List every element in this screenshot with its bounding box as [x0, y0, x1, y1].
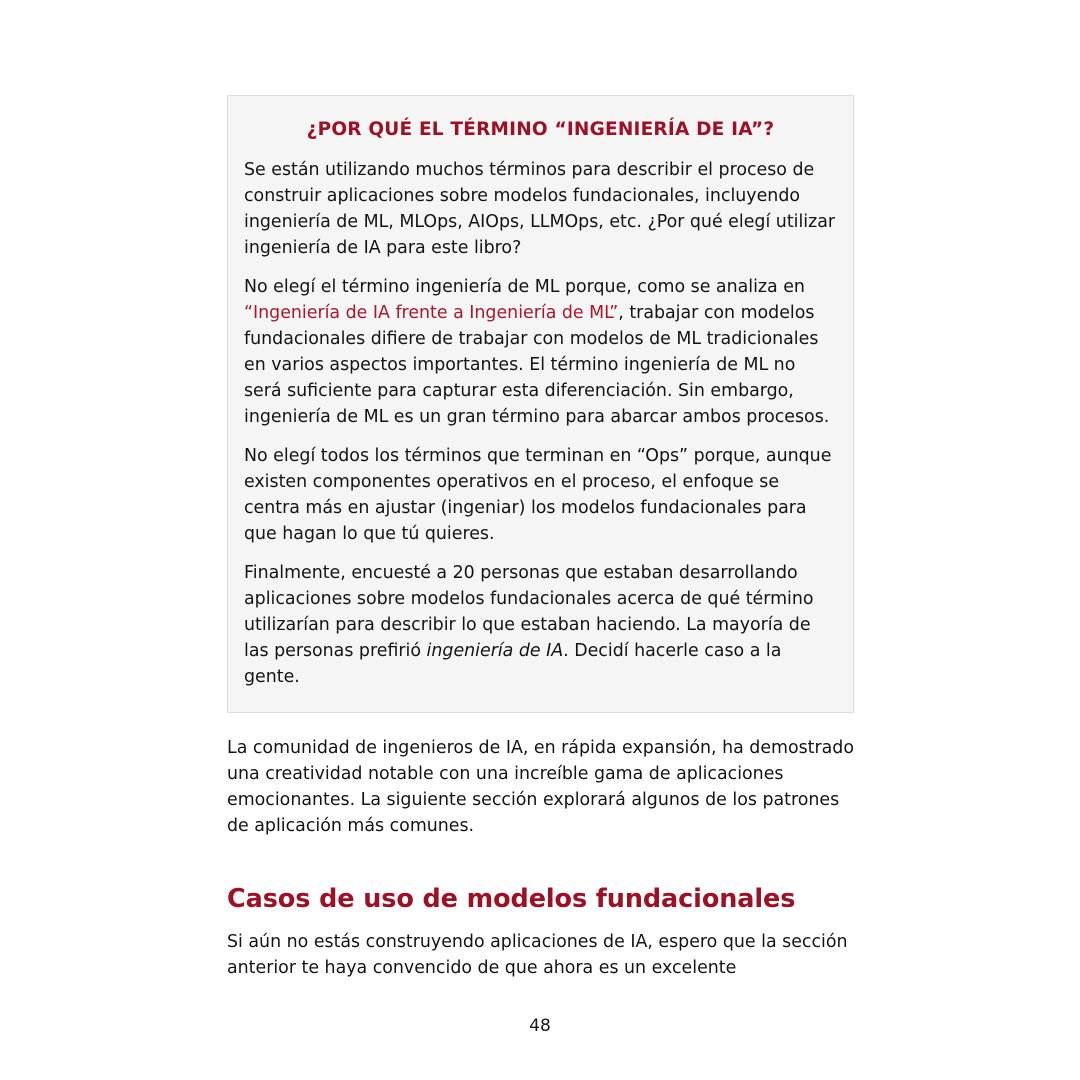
callout-paragraph-4-before: Finalmente, encuesté a 20 personas que estaban desarrollando aplicaciones sobre modelos fundacionales acerca de qué término utilizarían para describir lo que estaban haciendo. La mayoría de las personas prefirió — [244, 563, 814, 662]
callout-paragraph-2-before: No elegí el término ingeniería de ML porque, como se analiza en — [244, 277, 805, 298]
page-number: 48 — [529, 1016, 551, 1036]
body-paragraph-after-callout: La comunidad de ingenieros de IA, en rápida expansión, ha demostrado una creatividad notable con una increíble gama de aplicaciones emocionantes. La siguiente sección explorará algunos de los patrones de aplicación más comunes. — [227, 738, 854, 837]
page-content-column — [227, 0, 854, 981]
cross-reference-link[interactable]: “Ingeniería de IA frente a Ingeniería de ML” — [244, 303, 619, 324]
callout-paragraph-1-text: Se están utilizando muchos términos para describir el proceso de construir aplicaciones sobre modelos fundacionales, incluyendo ingeniería de ML, MLOps, AIOps, LLMOps, etc. ¿Por qué elegí utilizar ingeniería de IA para este libro? — [244, 160, 836, 259]
callout-paragraph-3-text: No elegí todos los términos que terminan en “Ops” porque, aunque existen componentes operativos en el proceso, el enfoque se centra más en ajustar (ingeniar) los modelos fundacionales para que hagan lo que tú quieres. — [244, 446, 832, 545]
callout-title: ¿POR QUÉ EL TÉRMINO “INGENIERÍA DE IA”? — [306, 119, 775, 140]
callout-paragraph-2-after: , trabajar con modelos fundacionales difiere de trabajar con modelos de ML tradicionales en varios aspectos importantes. El término ingeniería de ML no será suficiente para capturar esta diferenciación. Sin embargo, ingeniería de ML es un gran término para abarcar ambos procesos. — [244, 303, 830, 428]
callout-paragraph-1 — [244, 157, 837, 261]
callout-paragraph-2 — [244, 274, 837, 430]
callout-paragraph-4 — [244, 560, 837, 690]
callout-paragraph-3 — [244, 443, 837, 547]
callout-paragraph-4-after: . Decidí hacerle caso a la gente. — [244, 641, 782, 688]
emphasized-term: ingeniería de IA — [426, 641, 564, 662]
section-heading: Casos de uso de modelos fundacionales — [227, 884, 796, 915]
body-paragraph-after-heading: Si aún no estás construyendo aplicaciones de IA, espero que la sección anterior te haya convencido de que ahora es un excelente — [227, 931, 848, 978]
callout-box — [227, 95, 854, 713]
